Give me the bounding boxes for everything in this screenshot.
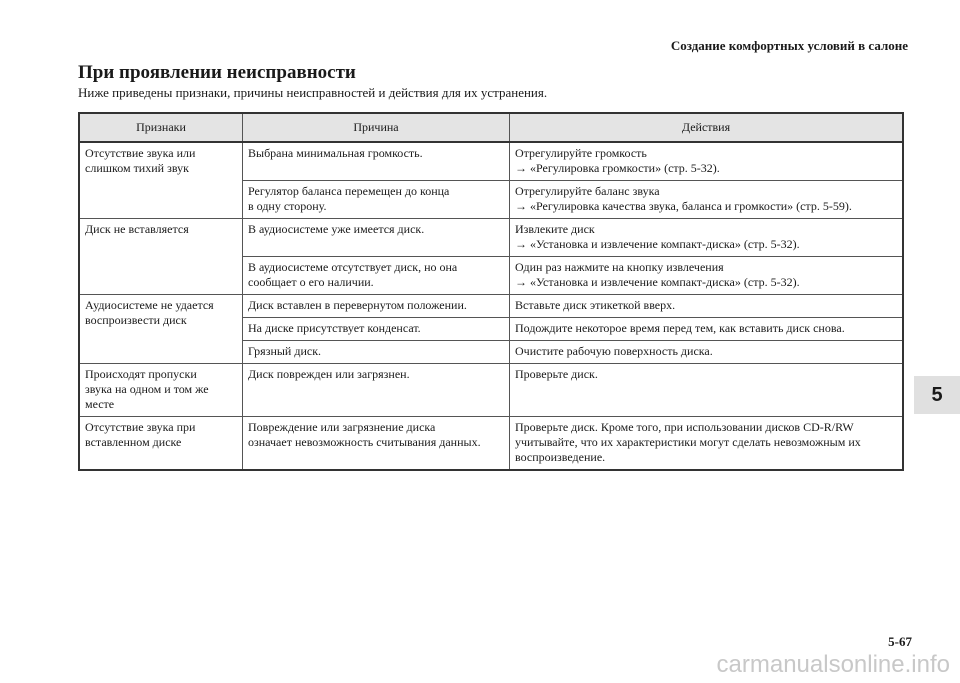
text-line: Отсутствие звука при	[85, 420, 196, 434]
action-cell	[510, 257, 904, 295]
text-line: Один раз нажмите на кнопку извлечения	[515, 260, 724, 274]
column-header-symptoms: Признаки	[79, 113, 243, 142]
text-line: В аудиосистеме отсутствует диск, но она	[248, 260, 458, 274]
text-line: означает невозможность считывания данных.	[248, 435, 481, 449]
text-line: воспроизвести диск	[85, 313, 187, 327]
text-line: Проверьте диск.	[515, 367, 598, 381]
table-row	[79, 364, 903, 417]
symptom-cell	[79, 142, 243, 219]
action-cell	[510, 341, 904, 364]
text-line: Подождите некоторое время перед тем, как вставить диск снова.	[515, 321, 845, 335]
cause-cell	[243, 219, 510, 257]
action-cell	[510, 181, 904, 219]
text-line: Грязный диск.	[248, 344, 322, 358]
table-header-row	[79, 113, 903, 142]
text-line: Диск поврежден или загрязнен.	[248, 367, 410, 381]
text-line: Отсутствие звука или	[85, 146, 196, 160]
table-row	[79, 417, 903, 471]
text-line: учитывайте, что их характеристики могут сделать невозможным их	[515, 435, 861, 449]
action-cell	[510, 295, 904, 318]
text-line: вставленном диске	[85, 435, 182, 449]
cause-cell	[243, 417, 510, 471]
action-cell	[510, 417, 904, 471]
text-line: в одну сторону.	[248, 199, 327, 213]
action-cell	[510, 318, 904, 341]
cause-cell	[243, 181, 510, 219]
text-line: Диск не вставляется	[85, 222, 189, 236]
cause-cell	[243, 318, 510, 341]
column-header-cause: Причина	[243, 113, 510, 142]
chapter-tab: 5	[914, 376, 960, 414]
text-line: Происходят пропуски	[85, 367, 197, 381]
text-line: Проверьте диск. Кроме того, при использовании дисков CD-R/RW	[515, 420, 854, 434]
cause-cell	[243, 142, 510, 181]
text-line: сообщает о его наличии.	[248, 275, 374, 289]
text-line: → «Установка и извлечение компакт-диска» (стр. 5-32).	[515, 237, 800, 251]
text-line: воспроизведение.	[515, 450, 606, 464]
symptom-cell	[79, 295, 243, 364]
action-cell	[510, 142, 904, 181]
table-row	[79, 142, 903, 181]
cause-cell	[243, 341, 510, 364]
text-line: → «Установка и извлечение компакт-диска» (стр. 5-32).	[515, 275, 800, 289]
troubleshooting-table	[78, 112, 904, 471]
symptom-cell	[79, 364, 243, 417]
text-line: Извлеките диск	[515, 222, 595, 236]
text-line: Отрегулируйте баланс звука	[515, 184, 660, 198]
text-line: Очистите рабочую поверхность диска.	[515, 344, 713, 358]
running-header: Создание комфортных условий в салоне	[670, 38, 908, 53]
watermark: carmanualsonline.info	[716, 651, 950, 678]
action-cell	[510, 364, 904, 417]
column-header-actions: Действия	[510, 113, 904, 142]
text-line: месте	[85, 397, 115, 411]
table-row	[79, 295, 903, 318]
text-line: В аудиосистеме уже имеется диск.	[248, 222, 425, 236]
text-line: слишком тихий звук	[85, 161, 189, 175]
cause-cell	[243, 364, 510, 417]
symptom-cell	[79, 219, 243, 295]
text-line: Повреждение или загрязнение диска	[248, 420, 436, 434]
text-line: Аудиосистеме не удается	[85, 298, 214, 312]
text-line: Выбрана минимальная громкость.	[248, 146, 423, 160]
text-line: → «Регулировка громкости» (стр. 5-32).	[515, 161, 720, 175]
page-title: При проявлении неисправности	[78, 62, 356, 83]
cause-cell	[243, 295, 510, 318]
text-line: На диске присутствует конденсат.	[248, 321, 421, 335]
symptom-cell	[79, 417, 243, 471]
action-cell	[510, 219, 904, 257]
cause-cell	[243, 257, 510, 295]
text-line: звука на одном и том же	[85, 382, 209, 396]
text-line: Вставьте диск этикеткой вверх.	[515, 298, 676, 312]
text-line: Отрегулируйте громкость	[515, 146, 647, 160]
text-line: Регулятор баланса перемещен до конца	[248, 184, 450, 198]
text-line: Диск вставлен в перевернутом положении.	[248, 298, 467, 312]
intro-paragraph: Ниже приведены признаки, причины неисправностей и действия для их устранения.	[78, 85, 548, 100]
page-number: 5-67	[888, 634, 912, 649]
text-line: → «Регулировка качества звука, баланса и громкости» (стр. 5-59).	[515, 199, 852, 213]
table-row	[79, 219, 903, 257]
